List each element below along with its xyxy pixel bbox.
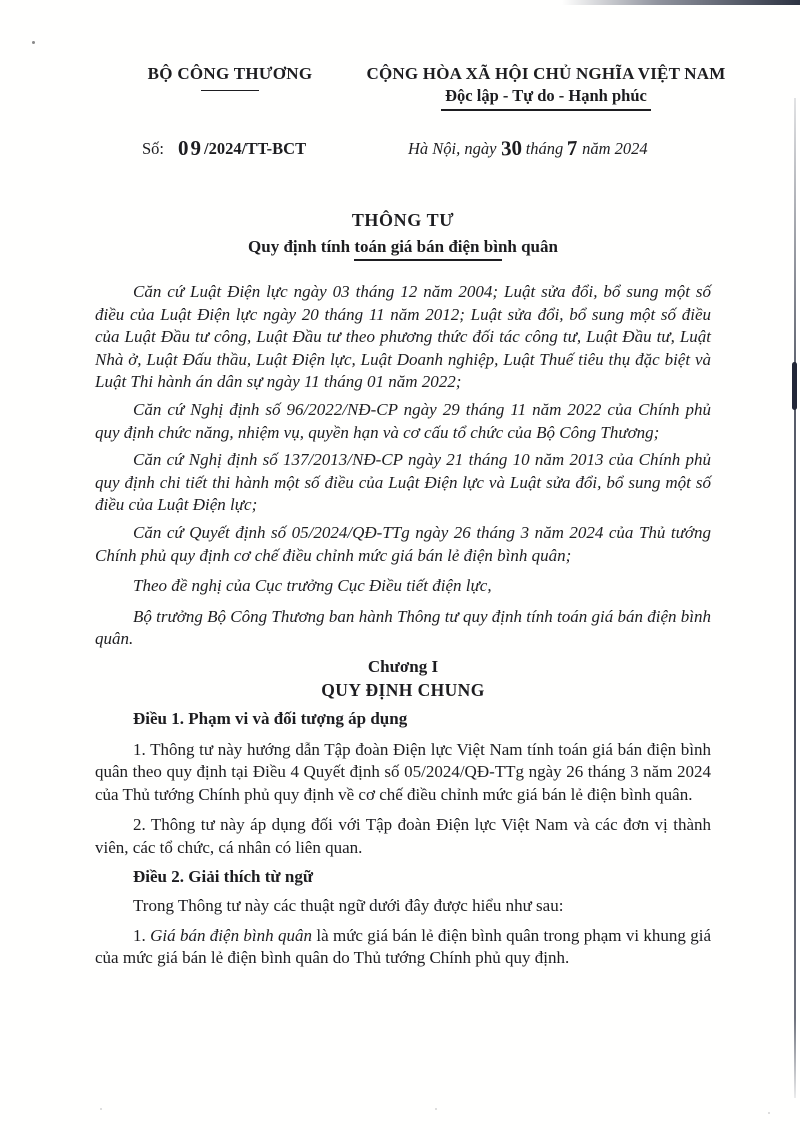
article-2-clause-1: [95, 925, 711, 970]
scan-artifact-right-edge-line: [794, 98, 796, 1098]
defined-term: Giá bán điện bình quân: [150, 925, 312, 945]
scan-artifact-speck: [100, 1108, 102, 1110]
scan-artifact-speck: [768, 1112, 770, 1114]
document-number-suffix: /2024/TT-BCT: [204, 139, 307, 158]
document-type-title: THÔNG TƯ: [351, 210, 455, 230]
dateline-month-label: tháng: [525, 139, 564, 158]
document-body: [95, 210, 711, 970]
article-1-clause-2: 2. Thông tư này áp dụng đối với Tập đoàn Điện lực Việt Nam và các đơn vị thành viên, các tổ chức, cá nhân có liên quan.: [95, 815, 711, 857]
title-underline: [354, 259, 502, 261]
dateline-year: năm 2024: [582, 139, 648, 158]
clause-definition: là mức giá bán lẻ điện bình quân trong phạm vi khung giá của mức giá bán lẻ điện bình quân do Thủ tướng Chính phủ quy định.: [95, 925, 712, 968]
scan-artifact-dot: [32, 41, 35, 44]
agency-underline: [201, 90, 259, 91]
article-2-intro: Trong Thông tư này các thuật ngữ dưới đây được hiểu như sau:: [133, 896, 564, 916]
national-title: CỘNG HÒA XÃ HỘI CHỦ NGHĨA VIỆT NAM: [366, 64, 726, 83]
national-motto: Độc lập - Tự do - Hạnh phúc: [441, 86, 651, 111]
document-number: [142, 136, 307, 160]
scan-artifact-speck: [435, 1108, 437, 1110]
chapter-title: QUY ĐỊNH CHUNG: [321, 679, 485, 700]
scan-artifact-right-blob: [792, 362, 797, 410]
article-2-heading: Điều 2. Giải thích từ ngữ: [133, 867, 314, 887]
document-number-label: Số:: [142, 139, 165, 158]
clause-number: 1.: [133, 925, 146, 945]
document-subject-title: Quy định tính toán giá bán điện bình quân: [248, 237, 558, 256]
place-date-line: [408, 135, 648, 161]
issuing-agency-name: BỘ CÔNG THƯƠNG: [147, 64, 313, 83]
preamble-paragraph: Căn cứ Nghị định số 137/2013/NĐ-CP ngày 21 tháng 10 năm 2013 của Chính phủ quy định chi tiết thi hành một số điều của Luật Điện lực và Luật sửa đổi, bổ sung một số điều của Luật Điện lực;: [95, 450, 711, 515]
dateline-day-handwritten: 30: [500, 135, 523, 161]
preamble-paragraph: Căn cứ Nghị định số 96/2022/NĐ-CP ngày 29 tháng 11 năm 2022 của Chính phủ quy định chức năng, nhiệm vụ, quyền hạn và cơ cấu tổ chức của Bộ Công Thương;: [95, 399, 711, 442]
chapter-label: Chương I: [367, 656, 439, 676]
preamble-paragraph: Bộ trưởng Bộ Công Thương ban hành Thông tư quy định tính toán giá bán điện bình quân.: [95, 606, 711, 649]
document-number-handwritten: 09: [178, 136, 204, 160]
issuing-agency-block: [120, 64, 340, 91]
preamble-paragraph: Theo đề nghị của Cục trưởng Cục Điều tiết điện lực,: [133, 576, 492, 596]
dateline-prefix: Hà Nội, ngày: [408, 139, 497, 158]
national-motto-block: [350, 64, 742, 111]
article-1-heading: Điều 1. Phạm vi và đối tượng áp dụng: [133, 708, 408, 728]
preamble-paragraph: Căn cứ Quyết định số 05/2024/QĐ-TTg ngày 26 tháng 3 năm 2024 của Thủ tướng Chính phủ quy định cơ chế điều chỉnh mức giá bán lẻ điện bình quân;: [95, 522, 711, 565]
dateline-month-handwritten: 7: [567, 135, 579, 161]
scan-artifact-top-edge: [562, 0, 800, 5]
number-date-row: [0, 135, 800, 165]
preamble-paragraph: Căn cứ Luật Điện lực ngày 03 tháng 12 năm 2004; Luật sửa đổi, bổ sung một số điều của Luật Điện lực ngày 20 tháng 11 năm 2012; Luật sửa đổi, bổ sung một số điều của Luật Đầu tư công, Luật Đầu tư theo phương thức đối tác công tư, Luật Đầu tư, Luật Nhà ở, Luật Đấu thầu, Luật Điện lực, Luật Doanh nghiệp, Luật Thuế tiêu thụ đặc biệt và Luật Thi hành án dân sự ngày 11 tháng 01 năm 2022;: [95, 282, 711, 392]
article-1-clause-1: 1. Thông tư này hướng dẫn Tập đoàn Điện lực Việt Nam tính toán giá bán điện bình quân theo quy định tại Điều 4 Quyết định số 05/2024/QĐ-TTg ngày 26 tháng 3 năm 2024 của Thủ tướng Chính phủ quy định về cơ chế điều chỉnh mức giá bán lẻ điện bình quân.: [95, 739, 711, 804]
